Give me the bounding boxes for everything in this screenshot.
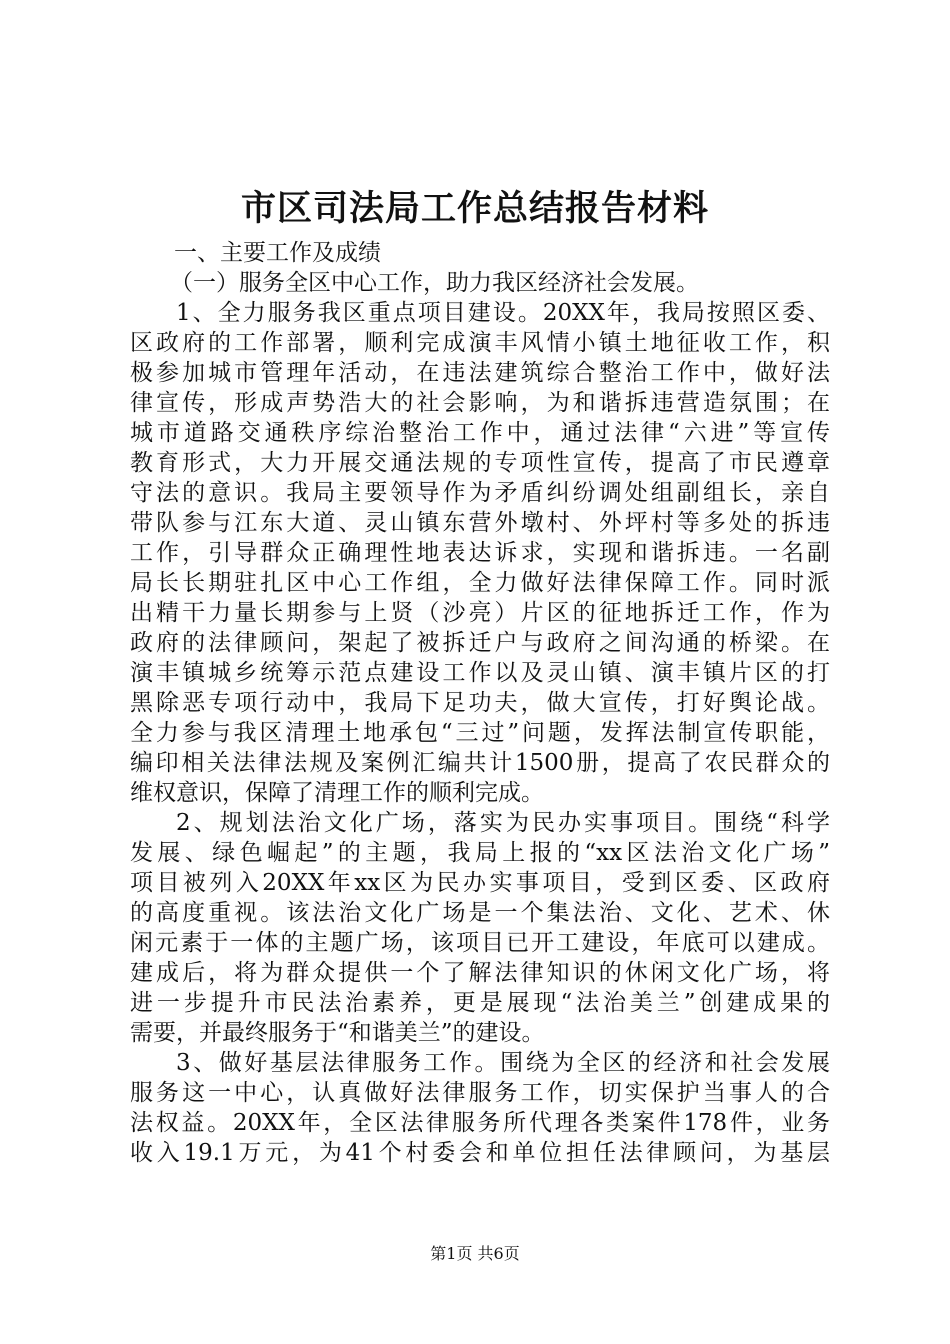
paragraph-line: 政府的法律顾问，架起了被拆迁户与政府之间沟通的桥梁。在 — [130, 630, 830, 656]
document-body — [130, 238, 830, 1168]
paragraph-line: 城市道路交通秩序综治整治工作中，通过法律“六进”等宣传 — [130, 420, 830, 446]
paragraph-line: 的高度重视。该法治文化广场是一个集法治、文化、艺术、休 — [130, 900, 830, 926]
paragraph-line: 3、做好基层法律服务工作。围绕为全区的经济和社会发展 — [176, 1050, 830, 1076]
subsection-heading: （一）服务全区中心工作，助力我区经济社会发展。 — [170, 270, 699, 296]
paragraph-line: 闲元素于一体的主题广场，该项目已开工建设，年底可以建成。 — [130, 930, 830, 956]
paragraph-line: 守法的意识。我局主要领导作为矛盾纠纷调处组副组长，亲自 — [130, 480, 830, 506]
paragraph-line: 带队参与江东大道、灵山镇东营外墩村、外坪村等多处的拆违 — [130, 510, 830, 536]
paragraph-line: 黑除恶专项行动中，我局下足功夫，做大宣传，打好舆论战。 — [130, 690, 830, 716]
paragraph-line: 2、规划法治文化广场，落实为民办实事项目。围绕“科学 — [176, 810, 830, 836]
section-heading: 一、主要工作及成绩 — [174, 240, 381, 266]
paragraph-line: 进一步提升市民法治素养，更是展现“法治美兰”创建成果的 — [130, 990, 830, 1016]
paragraph-line: 法权益。20XX年，全区法律服务所代理各类案件178件，业务 — [130, 1110, 830, 1136]
paragraph-line: 维权意识，保障了清理工作的顺利完成。 — [130, 780, 544, 806]
paragraph-line: 全力参与我区清理土地承包“三过”问题，发挥法制宣传职能， — [130, 720, 830, 746]
document-title: 市区司法局工作总结报告材料 — [240, 188, 709, 229]
paragraph-line: 律宣传，形成声势浩大的社会影响，为和谐拆违营造氛围；在 — [130, 390, 830, 416]
paragraph-line: 工作，引导群众正确理性地表达诉求，实现和谐拆违。一名副 — [130, 540, 830, 566]
paragraph-line: 收入19.1万元，为41个村委会和单位担任法律顾问，为基层 — [130, 1140, 830, 1166]
paragraph-line: 项目被列入20XX年xx区为民办实事项目，受到区委、区政府 — [130, 870, 830, 896]
paragraph-line: 局长长期驻扎区中心工作组，全力做好法律保障工作。同时派 — [130, 570, 830, 596]
paragraph-line: 区政府的工作部署，顺利完成演丰风情小镇土地征收工作，积 — [130, 330, 830, 356]
paragraph-line: 发展、绿色崛起”的主题，我局上报的“xx区法治文化广场” — [130, 840, 830, 866]
paragraph-line: 编印相关法律法规及案例汇编共计1500册，提高了农民群众的 — [130, 750, 830, 776]
paragraph-line: 1、全力服务我区重点项目建设。20XX年，我局按照区委、 — [176, 300, 830, 326]
page-footer: 第1页 共6页 — [430, 1244, 520, 1263]
paragraph-line: 极参加城市管理年活动，在违法建筑综合整治工作中，做好法 — [130, 360, 830, 386]
paragraph-line: 服务这一中心，认真做好法律服务工作，切实保护当事人的合 — [130, 1080, 830, 1106]
paragraph-line: 出精干力量长期参与上贤（沙亮）片区的征地拆迁工作，作为 — [130, 600, 830, 626]
paragraph-line: 演丰镇城乡统筹示范点建设工作以及灵山镇、演丰镇片区的打 — [130, 660, 830, 686]
paragraph-line: 教育形式，大力开展交通法规的专项性宣传，提高了市民遵章 — [130, 450, 830, 476]
paragraph-line: 需要，并最终服务于“和谐美兰”的建设。 — [130, 1020, 545, 1046]
paragraph-line: 建成后，将为群众提供一个了解法律知识的休闲文化广场，将 — [130, 960, 830, 986]
